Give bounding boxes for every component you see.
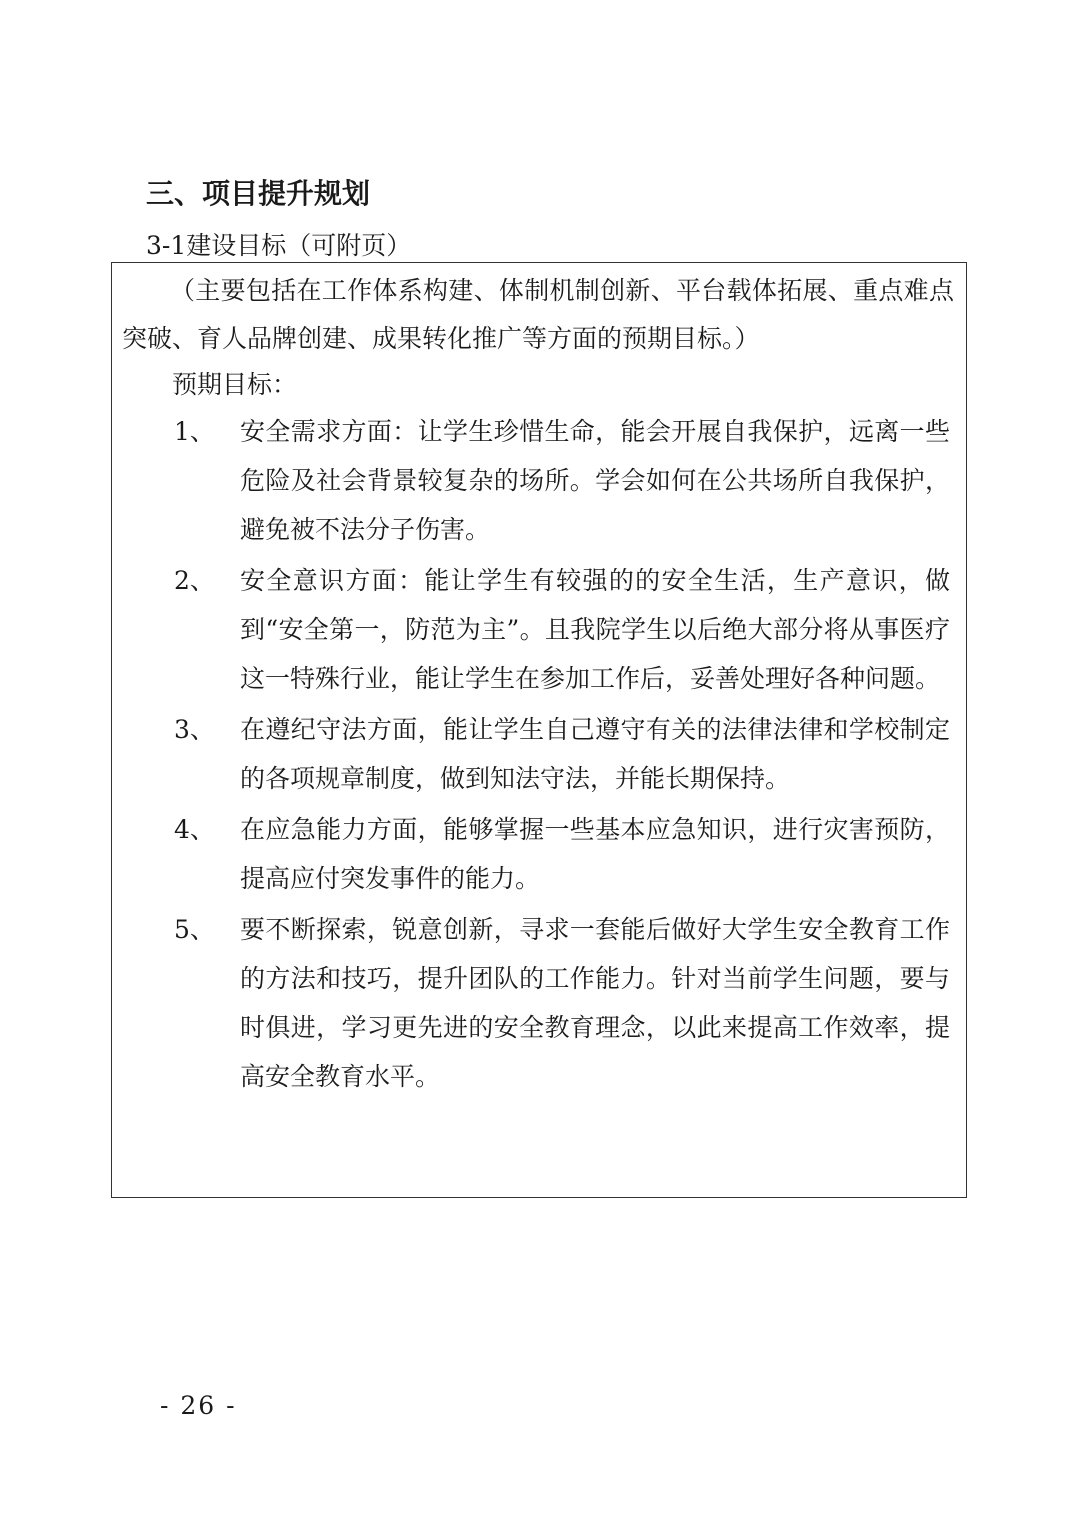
list-item (112, 407, 968, 554)
list-item (112, 805, 968, 903)
goal-number: 2、 (174, 566, 215, 595)
list-item (112, 905, 968, 1101)
goal-number: 1、 (174, 417, 215, 446)
section-title: 三、项目提升规划 (146, 177, 371, 210)
goal-text: 要不断探索，锐意创新，寻求一套能后做好大学生安全教育工作的方法和技巧，提升团队的工作能力。针对当前学生问题，要与时俱进，学习更先进的安全教育理念，以此来提高工作效率，提高安全教育水平。 (240, 915, 950, 1091)
goal-number: 5、 (174, 915, 215, 944)
goal-text: 在应急能力方面，能够掌握一些基本应急知识，进行灾害预防，提高应付突发事件的能力。 (240, 815, 950, 893)
goal-number: 4、 (174, 815, 215, 844)
goal-number: 3、 (174, 715, 215, 744)
goal-text: 安全需求方面：让学生珍惜生命，能会开展自我保护，远离一些危险及社会背景较复杂的场所。学会如何在公共场所自我保护，避免被不法分子伤害。 (240, 417, 950, 544)
list-item (112, 556, 968, 703)
goal-text: 安全意识方面：能让学生有较强的的安全生活，生产意识，做到“安全第一，防范为主”。且我院学生以后绝大部分将从事医疗这一特殊行业，能让学生在参加工作后，妥善处理好各种问题。 (240, 566, 950, 693)
page-number: - 26 - (160, 1391, 237, 1420)
goal-list (112, 407, 968, 1103)
content-box (111, 262, 967, 1198)
list-item (112, 705, 968, 803)
subsection-title: 3-1建设目标（可附页） (146, 231, 412, 260)
goal-text: 在遵纪守法方面，能让学生自己遵守有关的法律法律和学校制定的各项规章制度，做到知法守法，并能长期保持。 (240, 715, 950, 793)
goals-heading: 预期目标： (172, 370, 298, 399)
intro-paragraph: （主要包括在工作体系构建、体制机制创新、平台载体拓展、重点难点突破、育人品牌创建、成果转化推广等方面的预期目标。） (122, 276, 954, 353)
